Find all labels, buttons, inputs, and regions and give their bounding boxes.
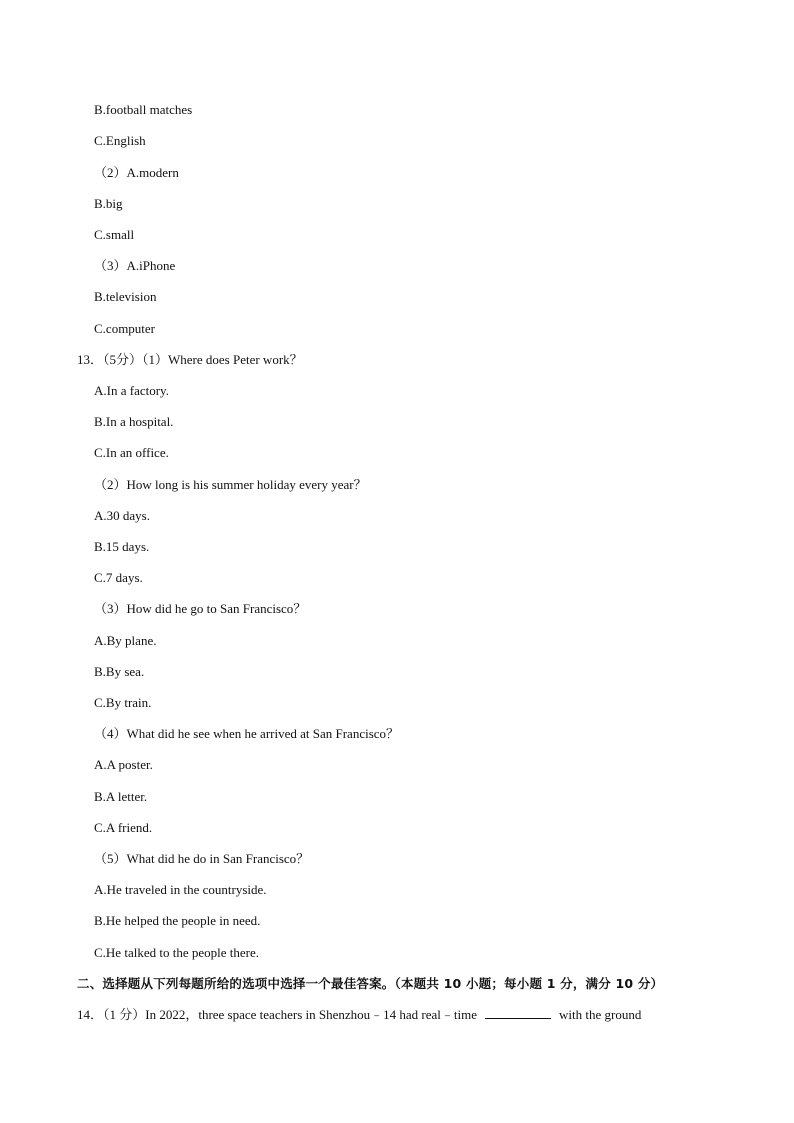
option-line: B.15 days. [94, 539, 150, 554]
sub-question-option-line: （2）A.modern [94, 165, 179, 180]
sub-question: （2）How long is his summer holiday every year？ [94, 477, 367, 492]
sub-question: （4）What did he see when he arrived at San Francisco？ [94, 726, 400, 741]
section-heading: 二、选择题从下列每题所给的选项中选择一个最佳答案。（本题共 10 小题；每小题 1 分，满分 10 分） [77, 976, 664, 991]
option-line: A.30 days. [94, 508, 150, 523]
option-line: B.In a hospital. [94, 414, 174, 429]
answer-blank [485, 1006, 551, 1019]
option-line: A.A poster. [94, 757, 153, 772]
option-line: B.He helped the people in need. [94, 913, 261, 928]
option-line: C.By train. [94, 695, 152, 710]
option-line: C.In an office. [94, 445, 169, 460]
option-line: B.A letter. [94, 789, 148, 804]
option-line: C.small [94, 227, 135, 242]
option-line: C.A friend. [94, 820, 153, 835]
question-14 [77, 1006, 641, 1024]
sub-question-option-line: （3）A.iPhone [94, 258, 176, 273]
option-line: C.He talked to the people there. [94, 945, 259, 960]
question-14-continuation: with the ground [559, 1007, 642, 1022]
option-line: B.By sea. [94, 664, 145, 679]
question-14-text: 14．（1 分）In 2022，three space teachers in Shenzhou﹣14 had real﹣time [77, 1007, 477, 1022]
option-line: B.big [94, 196, 123, 211]
option-line: A.In a factory. [94, 383, 169, 398]
option-line: A.By plane. [94, 633, 157, 648]
option-line: B.television [94, 289, 157, 304]
sub-question: （3）How did he go to San Francisco？ [94, 601, 307, 616]
sub-question: （5）What did he do in San Francisco？ [94, 851, 310, 866]
option-line: C.computer [94, 321, 156, 336]
option-line: A.He traveled in the countryside. [94, 882, 267, 897]
option-line: C.7 days. [94, 570, 143, 585]
question-13: 13．（5分）（1）Where does Peter work？ [77, 352, 303, 367]
option-line: C.English [94, 133, 146, 148]
option-line: B.football matches [94, 102, 193, 117]
